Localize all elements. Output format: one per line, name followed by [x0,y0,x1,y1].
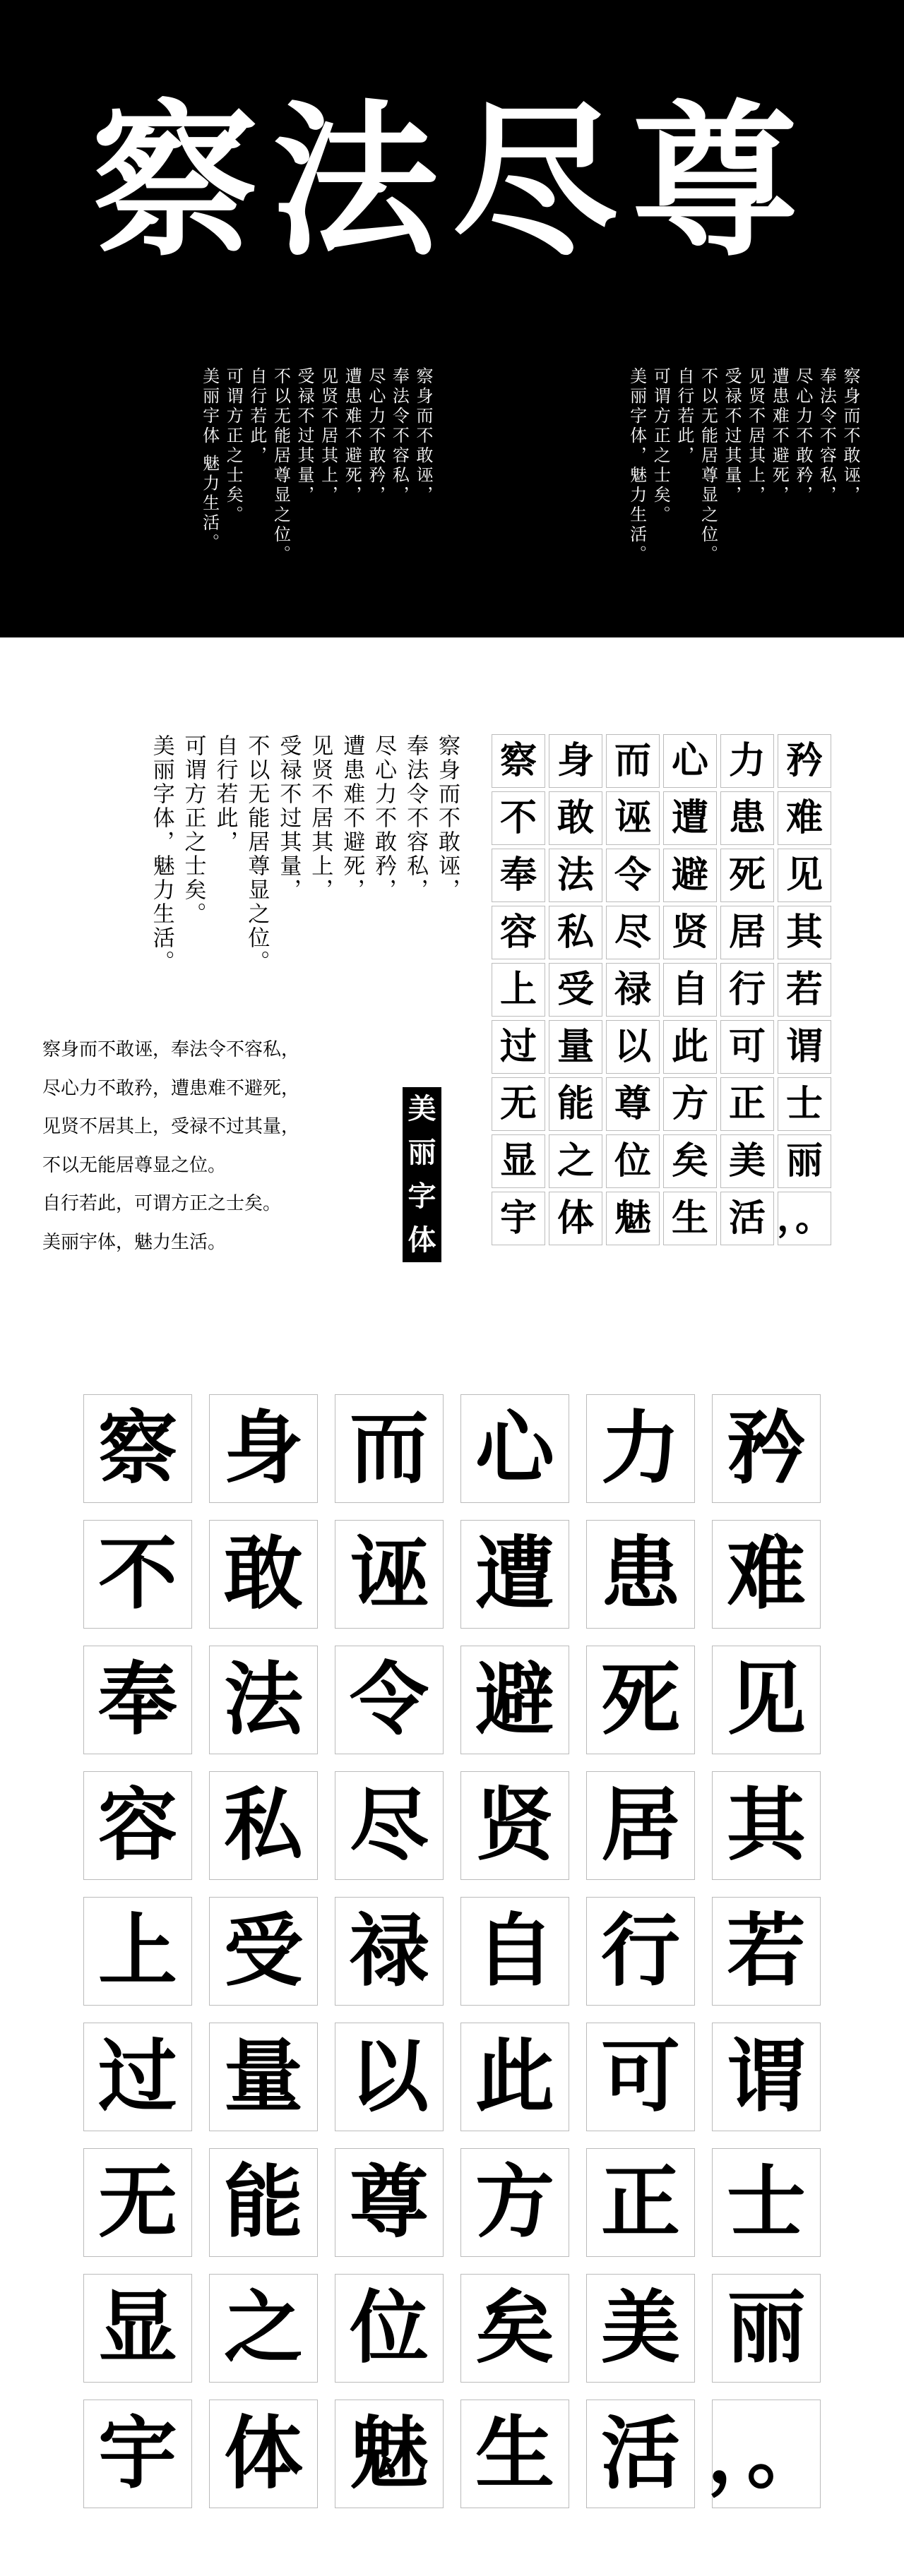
glyph-cell: 难 [712,1520,821,1629]
glyph-cell: 难 [778,791,831,845]
paragraph-line: 尽心力不敢矜，遭患难不避死， [42,1077,300,1099]
glyph-cell: 方 [460,2148,569,2257]
hero-line: 奉法令不容私， [389,367,410,505]
glyph-cell: 不 [83,1520,192,1629]
glyph-cell: 令 [606,849,660,902]
glyph-cell: 美 [586,2274,695,2383]
glyph-cell: 可 [720,1020,774,1074]
glyph-cell: 力 [720,734,774,788]
paragraph-line: 美丽宇体，魅力生活。 [42,1231,227,1253]
middle-line: 奉法令不容私， [403,734,429,902]
glyph-cell: 上 [83,1897,192,2006]
hero-line: 奉法令不容私， [816,367,837,505]
middle-paragraph [42,1031,299,1262]
glyph-cell: 见 [712,1646,821,1754]
glyph-cell: 令 [335,1646,444,1754]
glyph-cell: 死 [586,1646,695,1754]
hero-vertical-text-right [624,367,862,565]
glyph-cell: 尽 [606,906,660,959]
glyph-cell: 以 [606,1020,660,1074]
glyph-cell: 禄 [335,1897,444,2006]
glyph-cell: 诬 [335,1520,444,1629]
hero-line: 受禄不过其量， [722,367,742,505]
hero-line: 自行若此， [246,367,267,466]
hero-vertical-text-left [197,367,434,565]
glyph-cell: 谓 [712,2023,821,2131]
hero-line: 可谓方正之士矣。 [650,367,671,525]
glyph-cell: 容 [492,906,545,959]
glyph-cell: 患 [720,791,774,845]
character-grid-small [492,734,831,1245]
glyph-cell: 遭 [663,791,717,845]
glyph-cell: 奉 [83,1646,192,1754]
hero-line: 察身而不敢诬， [840,367,860,505]
glyph-cell: 心 [663,734,717,788]
middle-vertical-text [145,734,463,974]
glyph-cell: 自 [663,963,717,1017]
glyph-cell: 谓 [778,1020,831,1074]
glyph-cell: 士 [712,2148,821,2257]
badge-char: 字 [408,1180,436,1213]
font-name-badge [403,1087,441,1262]
glyph-cell: 矜 [712,1394,821,1503]
glyph-cell: 奉 [492,849,545,902]
glyph-cell: 矜 [778,734,831,788]
glyph-cell: 宇 [492,1192,545,1245]
middle-line: 自行若此， [212,734,238,854]
glyph-cell: 若 [712,1897,821,2006]
hero-line: 不以无能居尊显之位。 [698,367,718,565]
hero-line: 可谓方正之士矣。 [223,367,244,525]
badge-char: 丽 [408,1136,436,1169]
hero-line: 自行若此， [674,367,694,466]
character-grid-large [83,1394,826,2508]
glyph-cell: ，。 [778,1192,831,1245]
glyph-cell: 宇 [83,2400,192,2508]
glyph-cell: 察 [83,1394,192,1503]
glyph-cell: 避 [460,1646,569,1754]
glyph-cell: 心 [460,1394,569,1503]
glyph-cell: 受 [209,1897,318,2006]
glyph-cell: 体 [209,2400,318,2508]
glyph-cell: 法 [209,1646,318,1754]
glyph-cell: 敢 [549,791,602,845]
glyph-cell: 其 [712,1771,821,1880]
glyph-cell: 生 [460,2400,569,2508]
glyph-cell: 位 [335,2274,444,2383]
middle-line: 察身而不敢诬， [434,734,460,902]
glyph-cell: 法 [549,849,602,902]
glyph-cell: 尊 [606,1077,660,1131]
glyph-cell: 诬 [606,791,660,845]
hero-line: 察身而不敢诬， [413,367,433,505]
glyph-cell: 过 [83,2023,192,2131]
glyph-cell: 活 [586,2400,695,2508]
hero-line: 美丽字体，魅力生活。 [626,367,647,565]
glyph-cell: 士 [778,1077,831,1131]
glyph-cell: 而 [335,1394,444,1503]
glyph-cell: 患 [586,1520,695,1629]
hero-line: 美丽宇体 魅力生活。 [199,367,220,553]
glyph-cell: 遭 [460,1520,569,1629]
hero-line: 不以无能居尊显之位。 [270,367,291,565]
hero-line: 尽心力不敢矜， [792,367,813,505]
glyph-cell: 贤 [663,906,717,959]
glyph-cell: 魅 [606,1192,660,1245]
glyph-cell: 而 [606,734,660,788]
paragraph-line: 察身而不敢诬，奉法令不容私， [42,1039,300,1060]
glyph-cell: 位 [606,1134,660,1188]
glyph-cell: 贤 [460,1771,569,1880]
glyph-cell: 方 [663,1077,717,1131]
glyph-cell: 见 [778,849,831,902]
glyph-cell: 丽 [778,1134,831,1188]
glyph-cell: 身 [549,734,602,788]
glyph-cell: 之 [209,2274,318,2383]
glyph-cell: ，。 [712,2400,821,2508]
glyph-cell: 行 [720,963,774,1017]
glyph-cell: 受 [549,963,602,1017]
paragraph-line: 不以无能居尊显之位。 [42,1154,227,1176]
glyph-cell: 显 [492,1134,545,1188]
hero-line: 受禄不过其量， [295,367,315,505]
glyph-cell: 可 [586,2023,695,2131]
hero-line: 遭患难不避死， [769,367,790,505]
glyph-cell: 居 [720,906,774,959]
hero-line: 遭患难不避死， [342,367,362,505]
glyph-cell: 魅 [335,2400,444,2508]
glyph-cell: 正 [586,2148,695,2257]
glyph-cell: 察 [492,734,545,788]
glyph-cell: 矣 [460,2274,569,2383]
hero-title: 察法尽尊 [92,84,812,279]
glyph-cell: 丽 [712,2274,821,2383]
glyph-cell: 敢 [209,1520,318,1629]
badge-char: 体 [408,1223,436,1257]
badge-char: 美 [408,1092,436,1125]
middle-line: 遭患难不避死， [339,734,365,902]
hero-line: 见贤不居其上， [318,367,338,505]
glyph-cell: 尊 [335,2148,444,2257]
glyph-cell: 私 [549,906,602,959]
glyph-cell: 尽 [335,1771,444,1880]
glyph-cell: 过 [492,1020,545,1074]
glyph-cell: 居 [586,1771,695,1880]
glyph-cell: 容 [83,1771,192,1880]
middle-line: 尽心力不敢矜， [371,734,397,902]
hero-line: 见贤不居其上， [745,367,766,505]
glyph-cell: 死 [720,849,774,902]
glyph-cell: 生 [663,1192,717,1245]
glyph-cell: 体 [549,1192,602,1245]
hero-line: 尽心力不敢矜， [365,367,386,505]
paragraph-line: 见贤不居其上，受禄不过其量， [42,1116,300,1138]
glyph-cell: 行 [586,1897,695,2006]
glyph-cell: 量 [209,2023,318,2131]
glyph-cell: 自 [460,1897,569,2006]
glyph-cell: 美 [720,1134,774,1188]
glyph-cell: 若 [778,963,831,1017]
middle-line: 可谓方正之士矣。 [180,734,206,926]
glyph-cell: 无 [492,1077,545,1131]
glyph-cell: 私 [209,1771,318,1880]
glyph-cell: 显 [83,2274,192,2383]
glyph-cell: 活 [720,1192,774,1245]
glyph-cell: 矣 [663,1134,717,1188]
glyph-cell: 禄 [606,963,660,1017]
hero-banner [0,0,904,637]
middle-line: 不以无能居尊显之位。 [244,734,270,974]
glyph-cell: 此 [460,2023,569,2131]
glyph-cell: 不 [492,791,545,845]
paragraph-line: 自行若此，可谓方正之士矣。 [42,1193,282,1215]
glyph-cell: 量 [549,1020,602,1074]
glyph-cell: 能 [209,2148,318,2257]
glyph-cell: 以 [335,2023,444,2131]
glyph-cell: 正 [720,1077,774,1131]
middle-line: 受禄不过其量， [275,734,302,902]
middle-line: 美丽字体，魅力生活。 [148,734,174,974]
glyph-cell: 能 [549,1077,602,1131]
glyph-cell: 之 [549,1134,602,1188]
glyph-cell: 力 [586,1394,695,1503]
glyph-cell: 此 [663,1020,717,1074]
glyph-cell: 避 [663,849,717,902]
glyph-cell: 其 [778,906,831,959]
middle-line: 见贤不居其上， [307,734,333,902]
glyph-cell: 无 [83,2148,192,2257]
glyph-cell: 上 [492,963,545,1017]
glyph-cell: 身 [209,1394,318,1503]
